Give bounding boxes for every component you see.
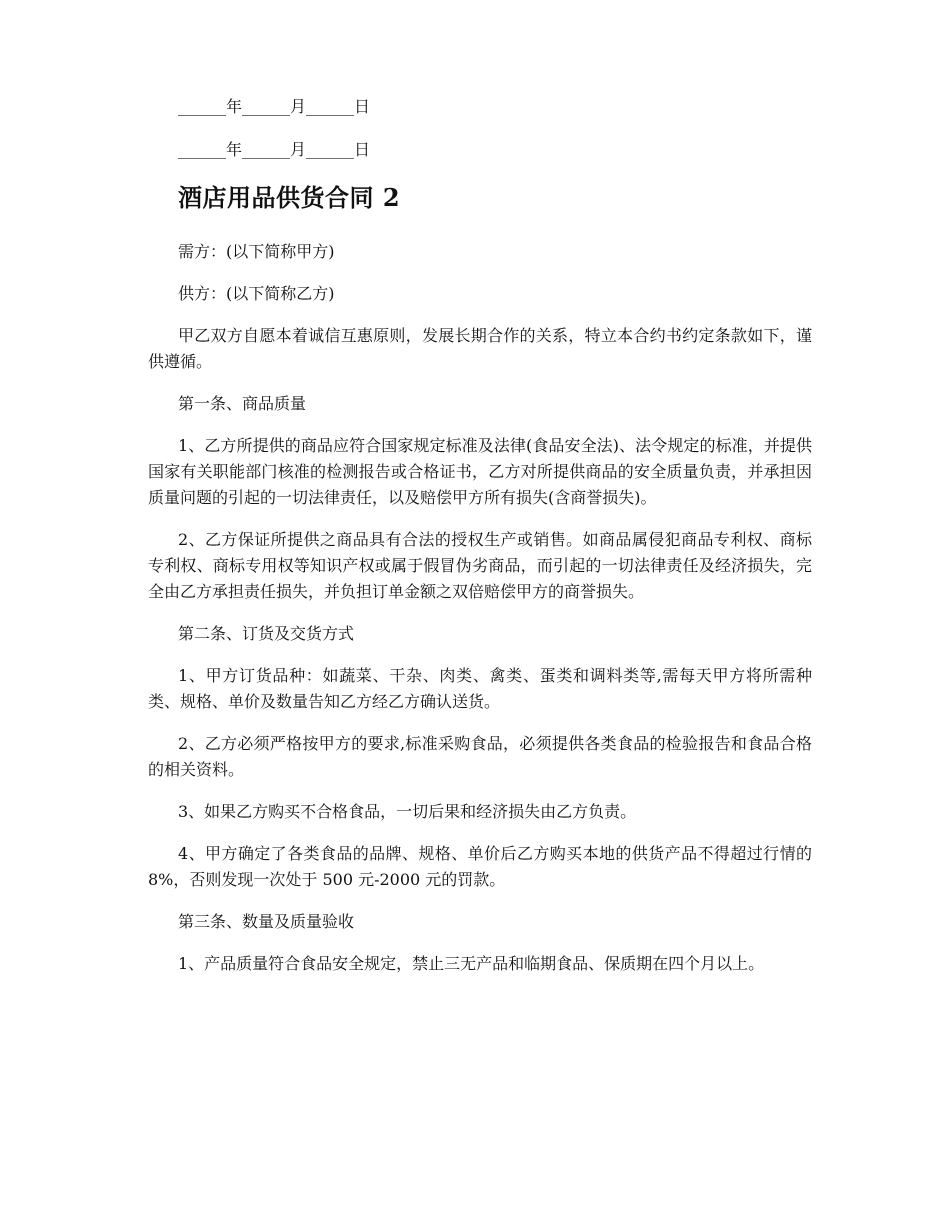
clause-1-1: 1、乙方所提供的商品应符合国家规定标准及法律(食品安全法)、法令规定的标准，并提供国家有关职能部门核准的检测报告或合格证书，乙方对所提供商品的安全质量负责，并承担因质量问题的引起的一切法律责任，以及赔偿甲方所有损失(含商誉损失)。 [148,436,812,507]
clause-2-4: 4、甲方确定了各类食品的品牌、规格、单价后乙方购买本地的供货产品不得超过行情的 8%，否则发现一次处于 500 元-2000 元的罚款。 [148,844,812,889]
supplier-line: 供方：(以下简称乙方) [178,284,335,303]
contract-title: 酒店用品供货合同 2 [178,183,401,212]
clause-2-1: 1、甲方订货品种：如蔬菜、干杂、肉类、禽类、蛋类和调料类等,需每天甲方将所需种类、规格、单价及数量告知乙方经乙方确认送货。 [148,666,812,711]
document-page [148,94,812,993]
intro-paragraph: 甲乙双方自愿本着诚信互惠原则，发展长期合作的关系，特立本合约书约定条款如下，谨供遵循。 [148,326,812,371]
date-line-2: ______年______月______日 [178,140,371,159]
buyer-line: 需方：(以下简称甲方) [178,242,335,261]
clause-2-3: 3、如果乙方购买不合格食品，一切后果和经济损失由乙方负责。 [178,802,637,821]
clause-1-2: 2、乙方保证所提供之商品具有合法的授权生产或销售。如商品属侵犯商品专利权、商标专利权、商标专用权等知识产权或属于假冒伪劣商品，而引起的一切法律责任及经济损失，完全由乙方承担责任损失，并负担订单金额之双倍赔偿甲方的商誉损失。 [148,530,812,601]
date-line-1: ______年______月______日 [178,97,371,116]
section-heading-1: 第一条、商品质量 [178,394,307,413]
section-heading-2: 第二条、订货及交货方式 [178,624,355,643]
section-heading-3: 第三条、数量及质量验收 [178,912,355,931]
clause-2-2: 2、乙方必须严格按甲方的要求,标准采购食品，必须提供各类食品的检验报告和食品合格的相关资料。 [148,734,812,779]
clause-3-1: 1、产品质量符合食品安全规定，禁止三无产品和临期食品、保质期在四个月以上。 [178,954,765,973]
